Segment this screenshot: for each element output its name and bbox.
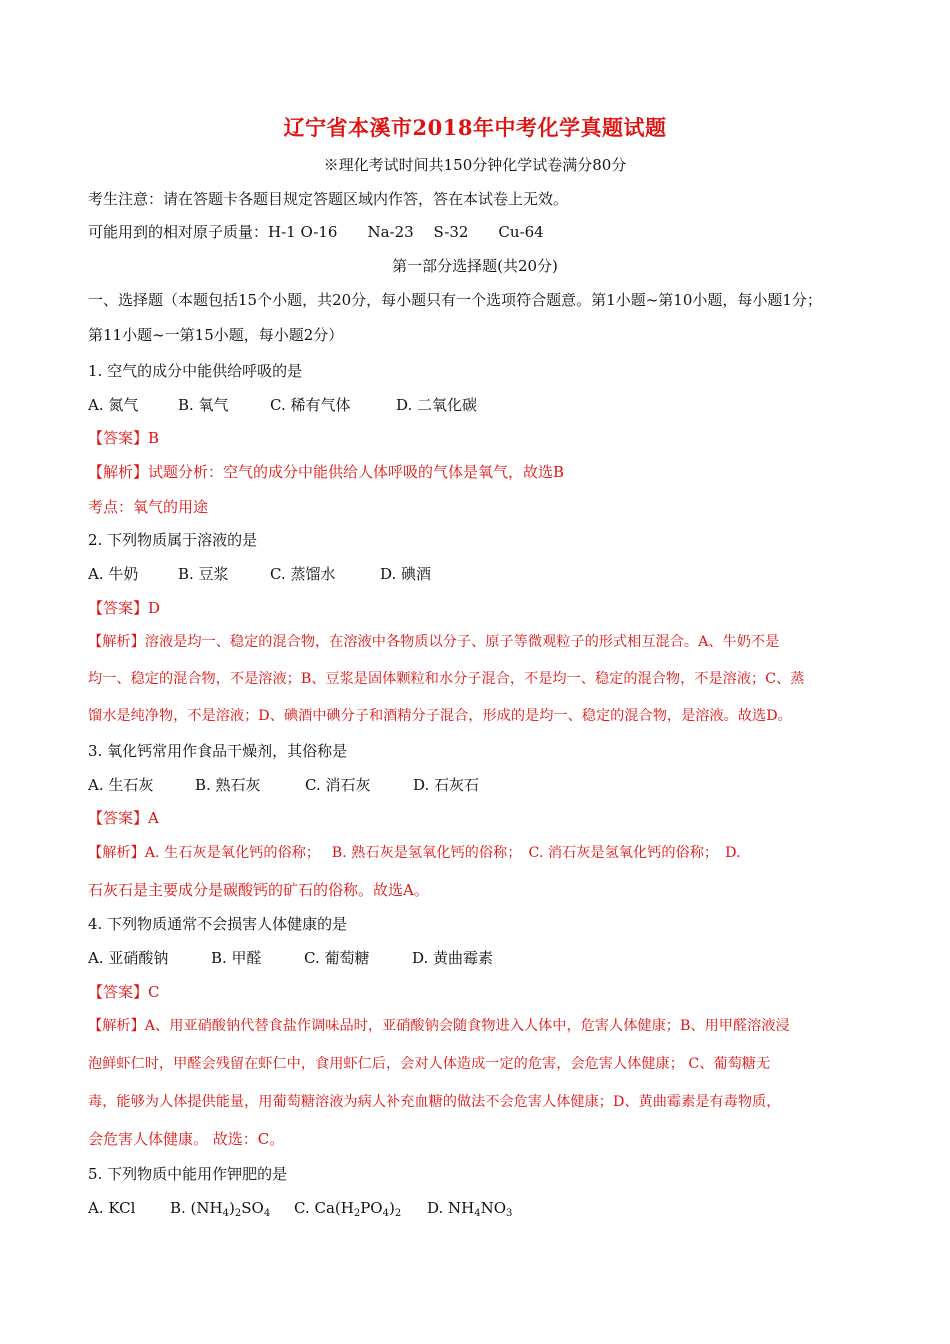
page-title: 辽宁省本溪市2018年中考化学真题试题 xyxy=(283,115,667,140)
question-2-answer xyxy=(88,598,160,618)
option-a: A. 氮气 xyxy=(88,396,139,414)
question-3-analysis xyxy=(88,843,741,863)
question-2-options xyxy=(88,564,431,584)
question-5-options xyxy=(88,1198,512,1224)
option-d: D. 碘酒 xyxy=(380,565,432,583)
option-d: D. 二氧化碳 xyxy=(396,396,478,414)
question-4-analysis-cont: 会危害人体健康。 故选：C。 xyxy=(88,1130,285,1148)
section-instruction-cont: 第11小题~一第15小题，每小题2分） xyxy=(88,326,344,344)
question-1-analysis xyxy=(88,462,564,482)
question-2-analysis xyxy=(88,632,779,652)
option-b: B. 熟石灰 xyxy=(195,776,261,794)
answer-tag: 【答案】 xyxy=(88,429,149,447)
question-4-analysis-cont: 毒，能够为人体提供能量，用葡萄糖溶液为病人补充血糖的做法不会危害人体健康；D、黄曲霉素是有毒物质， xyxy=(88,1094,781,1110)
analysis-text: 试题分析：空气的成分中能供给人体呼吸的气体是氧气，故选B xyxy=(148,463,565,481)
atomic-mass-note: 可能用到的相对原子质量：H-1 O-16 Na-23 S-32 Cu-64 xyxy=(88,223,544,241)
question-3-analysis-cont: 石灰石是主要成分是碳酸钙的矿石的俗称。故选A。 xyxy=(88,881,429,899)
question-4-stem: 4. 下列物质通常不会损害人体健康的是 xyxy=(88,915,348,933)
candidate-notice: 考生注意：请在答题卡各题目规定答题区域内作答，答在本试卷上无效。 xyxy=(88,190,569,208)
question-4-options xyxy=(88,948,493,968)
question-1-answer xyxy=(88,428,159,448)
question-5-stem: 5. 下列物质中能用作钾肥的是 xyxy=(88,1165,288,1183)
option-d: D. 石灰石 xyxy=(413,776,480,794)
question-3-options xyxy=(88,775,479,795)
question-1-point: 考点：氧气的用途 xyxy=(88,498,209,516)
answer-value: B xyxy=(148,429,160,447)
option-c: C. 稀有气体 xyxy=(270,396,351,414)
section-heading: 第一部分选择题(共20分) xyxy=(392,257,558,275)
analysis-tag: 【解析】 xyxy=(88,845,145,861)
analysis-tag: 【解析】 xyxy=(88,463,149,481)
option-c: C. 葡萄糖 xyxy=(304,949,370,967)
question-1-stem: 1. 空气的成分中能供给呼吸的是 xyxy=(88,362,303,380)
analysis-text: A. 生石灰是氧化钙的俗称； B. 熟石灰是氢氧化钙的俗称； C. 消石灰是氢氧化钙的俗称； D. xyxy=(144,845,741,861)
answer-tag: 【答案】 xyxy=(88,983,149,1001)
option-b: B. 甲醛 xyxy=(211,949,262,967)
analysis-text: A、用亚硝酸钠代替食盐作调味品时，亚硝酸钠会随食物进入人体中，危害人体健康；B、用甲醛溶液浸 xyxy=(144,1018,790,1034)
question-4-analysis xyxy=(88,1016,790,1036)
option-c: C. 蒸馏水 xyxy=(270,565,336,583)
option-b: B. (NH4)2SO4 xyxy=(170,1199,271,1219)
analysis-tag: 【解析】 xyxy=(88,1018,145,1034)
analysis-text: 溶液是均一、稳定的混合物，在溶液中各物质以分子、原子等微观粒子的形式相互混合。A、牛奶不是 xyxy=(144,634,780,650)
option-b: B. 氧气 xyxy=(178,396,229,414)
section-instruction: 一、选择题（本题包括15个小题，共20分，每小题只有一个选项符合题意。第1小题~第10小题，每小题1分； xyxy=(88,291,822,309)
question-3-answer xyxy=(88,808,159,828)
answer-value: D xyxy=(148,599,161,617)
question-4-analysis-cont: 泡鲜虾仁时，甲醛会残留在虾仁中，食用虾仁后，会对人体造成一定的危害，会危害人体健康； C、葡萄糖无 xyxy=(88,1056,771,1072)
answer-value: A xyxy=(148,809,159,827)
question-3-stem: 3. 氧化钙常用作食品干燥剂，其俗称是 xyxy=(88,742,348,760)
question-2-analysis-cont: 均一、稳定的混合物，不是溶液；B、豆浆是固体颗粒和水分子混合，不是均一、稳定的混合物，不是溶液；C、蒸 xyxy=(88,671,805,687)
option-a: A. 生石灰 xyxy=(88,776,154,794)
answer-value: C xyxy=(148,983,160,1001)
option-c: C. 消石灰 xyxy=(305,776,371,794)
option-d: D. NH4NO3 xyxy=(427,1199,513,1219)
option-a: A. 牛奶 xyxy=(88,565,139,583)
analysis-tag: 【解析】 xyxy=(88,634,145,650)
question-2-stem: 2. 下列物质属于溶液的是 xyxy=(88,531,258,549)
option-d: D. 黄曲霉素 xyxy=(412,949,494,967)
option-a: A. 亚硝酸钠 xyxy=(88,949,169,967)
question-1-options xyxy=(88,395,477,415)
option-b: B. 豆浆 xyxy=(178,565,229,583)
answer-tag: 【答案】 xyxy=(88,599,149,617)
exam-time-note: ※理化考试时间共150分钟化学试卷满分80分 xyxy=(323,156,627,174)
question-2-analysis-cont: 馏水是纯净物，不是溶液；D、碘酒中碘分子和酒精分子混合，形成的是均一、稳定的混合物，是溶液。故选D。 xyxy=(88,708,792,724)
option-c: C. Ca(H2PO4)2 xyxy=(294,1199,402,1219)
question-4-answer xyxy=(88,982,160,1002)
answer-tag: 【答案】 xyxy=(88,809,149,827)
option-a: A. KCl xyxy=(88,1199,136,1217)
